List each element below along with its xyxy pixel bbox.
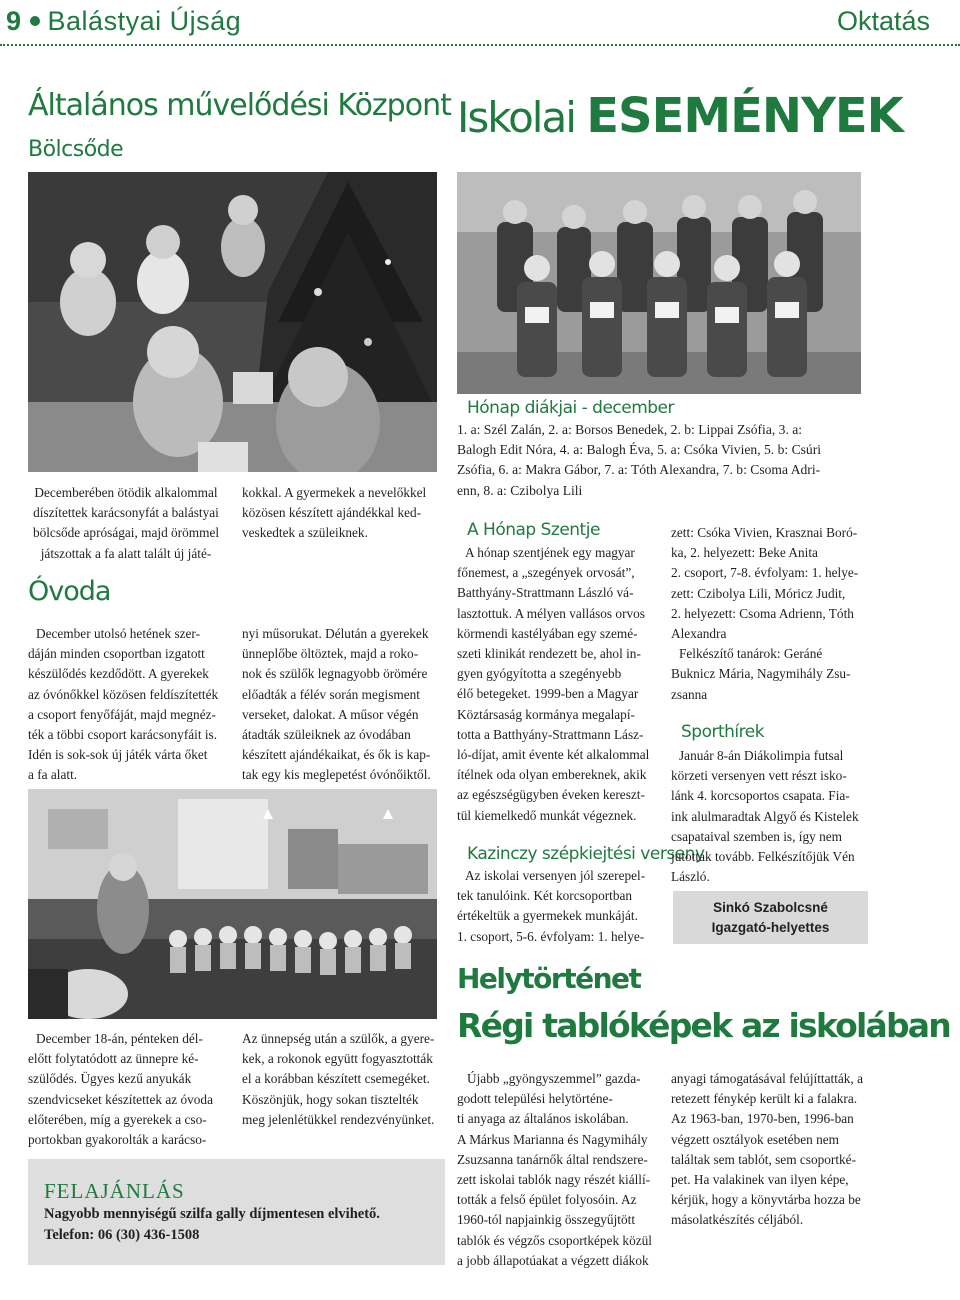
text-line: ink alulmaradtak Algyő és Kistelek — [671, 808, 859, 824]
text-line: Felkészítő tanárok: Geráné — [679, 646, 823, 662]
text-line: 1. a: Szél Zalán, 2. a: Borsos Benedek, 2. b: Lippai Zsófia, 3. a: — [457, 422, 803, 437]
section-name: Oktatás — [836, 6, 930, 36]
text-line: pet. Ha valakinek van ilyen képe, — [671, 1172, 849, 1188]
text-line: nok és szülők legnagyobb örömére — [242, 666, 428, 682]
text-line: a csoport fenyőfáját, majd megnéz- — [28, 706, 216, 722]
text-line: December 18-án, pénteken dél- — [36, 1031, 203, 1046]
text-line: totta a Batthyány-Strattmann Lász- — [457, 726, 644, 742]
saint-of-month-heading: A Hónap Szentje — [467, 520, 600, 540]
text-line: díszítettek karácsonyfát a balástyai — [33, 505, 219, 521]
text-line: Január 8-án Diákolimpia futsal — [679, 748, 844, 763]
text-line: a fa alatt. — [28, 767, 78, 783]
text-line: el a korábban készített csemegéket. — [242, 1071, 430, 1087]
text-line: a jobb állapotúakat a végzett diákok — [457, 1252, 649, 1268]
kindergarten-celebration-photo — [28, 789, 437, 1019]
text-line: tablók és végzős csoportképek közül — [457, 1232, 652, 1248]
ovoda-text — [28, 624, 224, 786]
text-line: lánk 4. korcsoportos csapata. Fia- — [671, 788, 850, 804]
text-line: csapataival szemben is, így nem — [671, 828, 842, 844]
text-line: előadták a félév során megisment — [242, 686, 420, 702]
text-line: találtak sem tablót, sem csoportké- — [671, 1151, 856, 1167]
text-line: kek, a rokonok együtt fogyasztották — [242, 1051, 433, 1067]
text-line: verseket, dalokat. A műsor végén — [242, 706, 419, 722]
text-line: készített ajándékaikat, és ők is kap- — [242, 747, 431, 763]
kazinczy-heading: Kazinczy szépkiejtési verseny — [467, 844, 705, 864]
text-line: Zsuzsanna tanárnők által rendszere- — [457, 1151, 648, 1167]
offer-box — [28, 1159, 445, 1265]
class-photos-text-continued — [671, 1069, 867, 1231]
saint-of-month-text — [457, 543, 653, 826]
text-line: körmendi kastélyában egy szemé- — [457, 625, 638, 641]
text-line: nyi műsorukat. Délután a gyerekek — [242, 626, 429, 641]
text-line: 1. csoport, 5-6. évfolyam: 1. helye- — [457, 928, 645, 944]
text-line: élő betegeket. 1999-ben a Magyar — [457, 686, 639, 702]
old-class-photos-title: Régi tablóképek az iskolában — [457, 1006, 950, 1045]
text-line: enn, 8. a: Czibolya Lili — [457, 482, 583, 498]
text-line: László. — [671, 869, 710, 885]
text-line: Köszönjük, hogy sokan tisztelték — [242, 1091, 419, 1107]
signature-name: Sinkó Szabolcsné — [713, 900, 828, 915]
text-line: szeti klinikát rendezett be, ahol in- — [457, 646, 641, 662]
text-line: lasztottuk. A mélyen vallásos orvos — [457, 605, 645, 621]
text-line: December utolsó hetének szer- — [36, 626, 201, 641]
text-line: Decemberében ötödik alkalommal — [34, 485, 218, 500]
text-line: zett iskolai tablók nagy részét kiállí- — [457, 1172, 651, 1188]
publication-name: Balástyai Újság — [47, 6, 242, 36]
local-history-heading: Helytörténet — [457, 962, 641, 995]
text-line: főnemest, a „szegények orvosát”, — [457, 565, 635, 581]
text-line: kokkal. A gyermekek a nevelőkkel — [242, 485, 427, 500]
text-line: A Márkus Marianna és Nagymihály — [457, 1131, 648, 1147]
text-line: tek tanulóink. Két korcsoportban — [457, 888, 633, 904]
page-number: 9 — [6, 6, 22, 36]
text-line: Újabb „gyöngyszemmel” gazda- — [467, 1071, 641, 1086]
offer-line-1: Nagyobb mennyiségű szilfa gally díjmentesen elvihető. — [44, 1206, 380, 1222]
text-line: Alexandra — [671, 626, 727, 642]
text-line: közösen készített ajándékkal ked- — [242, 505, 422, 521]
bolcsode-text-continued — [242, 483, 438, 544]
offer-title: FELAJÁNLÁS — [44, 1179, 185, 1203]
text-line: az óvónőkkel közösen feldíszítették — [28, 686, 219, 702]
text-line: Az 1963-ban, 1970-ben, 1996-ban — [671, 1111, 854, 1127]
after-celebration-text — [242, 1029, 438, 1130]
students-of-month-text — [457, 420, 867, 501]
text-line: tak egy kis meglepetést óvónőiktől. — [242, 767, 431, 783]
text-line: meg jelenlétükkel rendezvényünket. — [242, 1111, 435, 1127]
text-line: előtt folytatódott az ünnepre ké- — [28, 1051, 199, 1067]
title-light: Iskolai — [457, 93, 587, 142]
text-line: Köztársaság kormánya megalapí- — [457, 706, 635, 722]
text-line: Balogh Edit Nóra, 4. a: Balogh Éva, 5. a: Csóka Vivien, 5. b: Csúri — [457, 442, 822, 458]
text-line: Zsófia, 6. a: Makra Gábor, 7. a: Tóth Alexandra, 7. b: Csoma Adri- — [457, 462, 821, 478]
right-section-title — [457, 88, 903, 144]
text-line: kérjük, hogy a könyvtárba hozza be — [671, 1192, 861, 1208]
kazinczy-text — [457, 866, 653, 947]
bullet-dot-icon — [30, 16, 40, 26]
text-line: ték a többi csoport karácsonyfáit is. — [28, 727, 218, 743]
december-18-text — [28, 1029, 224, 1150]
text-line: játszottak a fa alatt talált új játé- — [40, 545, 212, 561]
header-divider — [0, 44, 960, 46]
ovoda-heading: Óvoda — [28, 576, 111, 607]
text-line: A hónap szentjének egy magyar — [465, 545, 635, 560]
text-line: az egészségügyben éveken kereszt- — [457, 787, 645, 803]
left-section-title: Általános művelődési Központ — [28, 88, 451, 123]
text-line: Az ünnepség után a szülők, a gyere- — [242, 1031, 435, 1046]
text-line: 2. helyezett: Csoma Adrienn, Tóth — [671, 605, 854, 621]
text-line: értékeltük a gyermekek munkáját. — [457, 908, 638, 924]
text-line: végzett osztályok esetében nem — [671, 1131, 839, 1147]
text-line: Buknicz Mária, Nagymihály Zsu- — [671, 666, 851, 682]
text-line: átadták szüleiknek az óvodában — [242, 727, 411, 743]
sport-news-heading: Sporthírek — [681, 722, 765, 742]
signature-box — [673, 891, 868, 944]
students-of-month-photo — [457, 172, 861, 394]
header-publication — [6, 6, 241, 37]
text-line: szendvicseket készítettek az óvoda — [28, 1091, 213, 1107]
bolcsode-text — [28, 483, 224, 564]
offer-phone: Telefon: 06 (30) 436-1508 — [44, 1227, 200, 1243]
text-line: portokban gyakorolták a karácso- — [28, 1132, 207, 1148]
text-line: ló-díjat, amit évente két alkalommal — [457, 747, 650, 763]
text-line: retezett fénykép került ki a falakra. — [671, 1091, 858, 1107]
text-line: gyen gyógyította a szegényebb — [457, 666, 622, 682]
title-bold: ESEMÉNYEK — [586, 88, 903, 144]
text-line: körzeti versenyen vett részt isko- — [671, 768, 847, 784]
text-line: ka, 2. helyezett: Beke Anita — [671, 545, 818, 561]
text-line: szülődés. Ügyes kezű anyukák — [28, 1071, 192, 1087]
bolcsode-heading: Bölcsőde — [28, 137, 124, 162]
text-line: ítélnek oda olyan embereknek, akik — [457, 767, 647, 783]
text-line: Az iskolai versenyen jól szerepel- — [465, 868, 646, 883]
text-line: zsanna — [671, 686, 708, 702]
text-line: ünneplőbe öltöztek, majd a roko- — [242, 646, 419, 662]
text-line: bölcsőde apróságai, majd örömmel — [32, 525, 220, 541]
students-of-month-heading: Hónap diákjai - december — [467, 398, 675, 418]
text-line: veskedtek a szüleiknek. — [242, 525, 368, 541]
text-line: tották a felső épület folyosóin. Az — [457, 1192, 637, 1208]
text-line: ti anyaga az általános iskolában. — [457, 1111, 629, 1127]
text-line: zett: Czibolya Lili, Móricz Judit, — [671, 585, 846, 601]
text-line: godott települési helytörténe- — [457, 1091, 613, 1107]
text-line: zett: Csóka Vivien, Krasznai Boró- — [671, 525, 858, 540]
text-line: másolatkészítés céljából. — [671, 1212, 804, 1228]
text-line: tül kiemelkedő munkát végeznek. — [457, 807, 637, 823]
ovoda-text-continued — [242, 624, 438, 786]
text-line: dáján minden csoportban izgatott — [28, 646, 205, 662]
text-line: 2. csoport, 7-8. évfolyam: 1. helye- — [671, 565, 859, 581]
sport-news-text — [671, 746, 867, 887]
class-photos-text — [457, 1069, 653, 1271]
text-line: 1960-tól napjainkig összegyűjtött — [457, 1212, 636, 1228]
text-line: Idén is sok-sok új játék várta őket — [28, 747, 208, 763]
text-line: Batthyány-Strattmann László vá- — [457, 585, 634, 601]
text-line: előterében, míg a gyerekek a cso- — [28, 1111, 207, 1127]
signature-role: Igazgató-helyettes — [711, 920, 830, 935]
nursery-christmas-photo — [28, 172, 437, 472]
text-line: anyagi támogatásával felújíttatták, a — [671, 1071, 863, 1086]
text-line: készülődés kezdődött. A gyerekek — [28, 666, 209, 682]
text-line: jutottak tovább. Felkészítőjük Vén — [671, 849, 855, 865]
kazinczy-results-text — [671, 523, 867, 705]
